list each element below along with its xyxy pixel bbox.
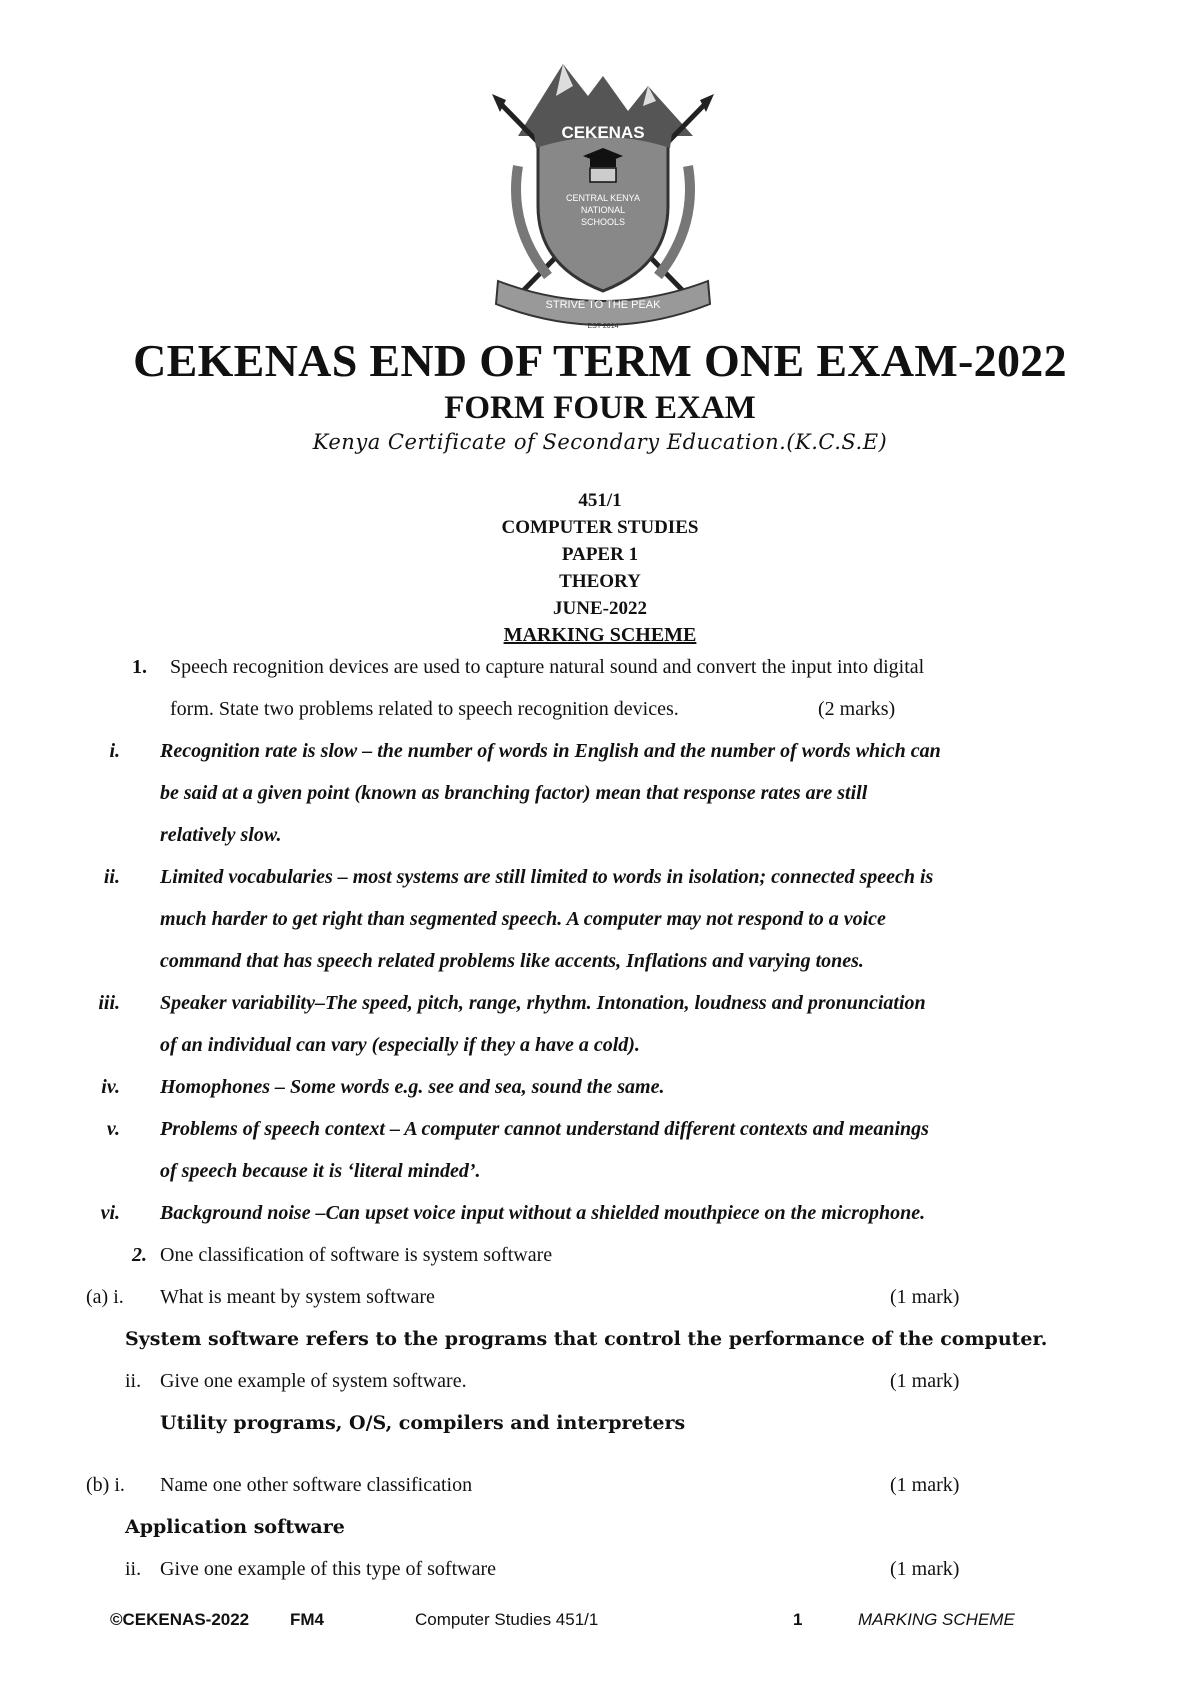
question-text: form. State two problems related to speech recognition devices.	[170, 698, 679, 720]
footer-org-text: CEKENAS-2022	[122, 1610, 250, 1629]
logo-school-line1: CENTRAL KENYA	[565, 193, 641, 203]
answer-line: relatively slow.	[160, 824, 282, 846]
marking-scheme-heading: MARKING SCHEME	[503, 624, 697, 646]
answer-number: vi.	[100, 1202, 120, 1224]
answer-line: be said at a given point (known as branching factor) mean that response rates are still	[160, 782, 868, 804]
question-number: 1.	[132, 656, 147, 678]
cekenas-crest-logo	[478, 56, 728, 334]
subquestion-label: (a) i.	[86, 1286, 124, 1308]
answer-number: v.	[106, 1118, 120, 1140]
exam-date: JUNE-2022	[553, 598, 647, 619]
answer-line: Homophones – Some words e.g. see and sea, sound the same.	[160, 1076, 665, 1098]
footer-scheme: MARKING SCHEME	[858, 1610, 1015, 1629]
footer-form: FM4	[290, 1610, 324, 1629]
subquestion-marks: (1 mark)	[890, 1474, 960, 1496]
exam-title: CEKENAS END OF TERM ONE EXAM-2022	[133, 335, 1067, 386]
answer-number: iv.	[101, 1076, 120, 1098]
logo-motto: STRIVE TO THE PEAK	[545, 299, 661, 311]
subquestion-label: ii.	[125, 1558, 142, 1580]
paper-code: 451/1	[578, 490, 622, 511]
question-marks: (2 marks)	[818, 698, 896, 720]
logo-est: EST 2014	[587, 323, 619, 330]
logo-school-line2: NATIONAL	[580, 205, 626, 215]
answer-text: System software refers to the programs that control the performance of the computer.	[125, 1328, 1048, 1350]
answer-text: Utility programs, O/S, compilers and interpreters	[160, 1412, 686, 1434]
answer-line: of an individual can vary (especially if they a have a cold).	[160, 1034, 640, 1056]
answer-line: much harder to get right than segmented speech. A computer may not respond to a voice	[160, 908, 886, 930]
subquestion-label: ii.	[125, 1370, 142, 1392]
answer-line: of speech because it is ‘literal minded’.	[160, 1160, 481, 1182]
question-text: Speech recognition devices are used to capture natural sound and convert the input into digital	[170, 656, 925, 678]
subject-name: COMPUTER STUDIES	[501, 517, 699, 538]
answer-line: Speaker variability–The speed, pitch, range, rhythm. Intonation, loudness and pronunciation	[160, 992, 926, 1014]
subquestion-text: Give one example of this type of software	[160, 1558, 497, 1580]
paper-type: THEORY	[559, 571, 641, 592]
subquestion-marks: (1 mark)	[890, 1286, 960, 1308]
answer-line: command that has speech related problems like accents, Inflations and varying tones.	[160, 950, 864, 972]
answer-line: Recognition rate is slow – the number of words in English and the number of words which can	[160, 740, 941, 762]
footer-org	[110, 1610, 249, 1630]
footer-subject: Computer Studies 451/1	[415, 1610, 599, 1629]
question-number: 2.	[132, 1244, 147, 1266]
subquestion-text: Name one other software classification	[160, 1474, 473, 1496]
logo-school-line3: SCHOOLS	[580, 217, 626, 227]
footer-page-number: 1	[793, 1610, 803, 1629]
answer-line: Background noise –Can upset voice input without a shielded mouthpiece on the microphone.	[160, 1202, 926, 1224]
exam-subtitle: FORM FOUR EXAM	[444, 390, 756, 426]
paper-number: PAPER 1	[561, 544, 639, 565]
question-text: One classification of software is system software	[160, 1244, 553, 1266]
subquestion-label: (b) i.	[86, 1474, 125, 1496]
subquestion-marks: (1 mark)	[890, 1370, 960, 1392]
answer-number: ii.	[103, 866, 120, 888]
answer-number: i.	[109, 740, 120, 762]
answer-line: Problems of speech context – A computer cannot understand different contexts and meanings	[160, 1118, 929, 1140]
subquestion-text: Give one example of system software.	[160, 1370, 467, 1392]
answer-number: iii.	[98, 992, 120, 1014]
certificate-name: Kenya Certificate of Secondary Education.(K.C.S.E)	[312, 430, 888, 454]
answer-text: Application software	[125, 1516, 345, 1538]
logo-banner-text: CEKENAS	[561, 123, 645, 142]
copyright-icon: ©	[110, 1610, 123, 1629]
subquestion-text: What is meant by system software	[160, 1286, 435, 1308]
subquestion-marks: (1 mark)	[890, 1558, 960, 1580]
answer-line: Limited vocabularies – most systems are still limited to words in isolation; connected speech is	[160, 866, 934, 888]
